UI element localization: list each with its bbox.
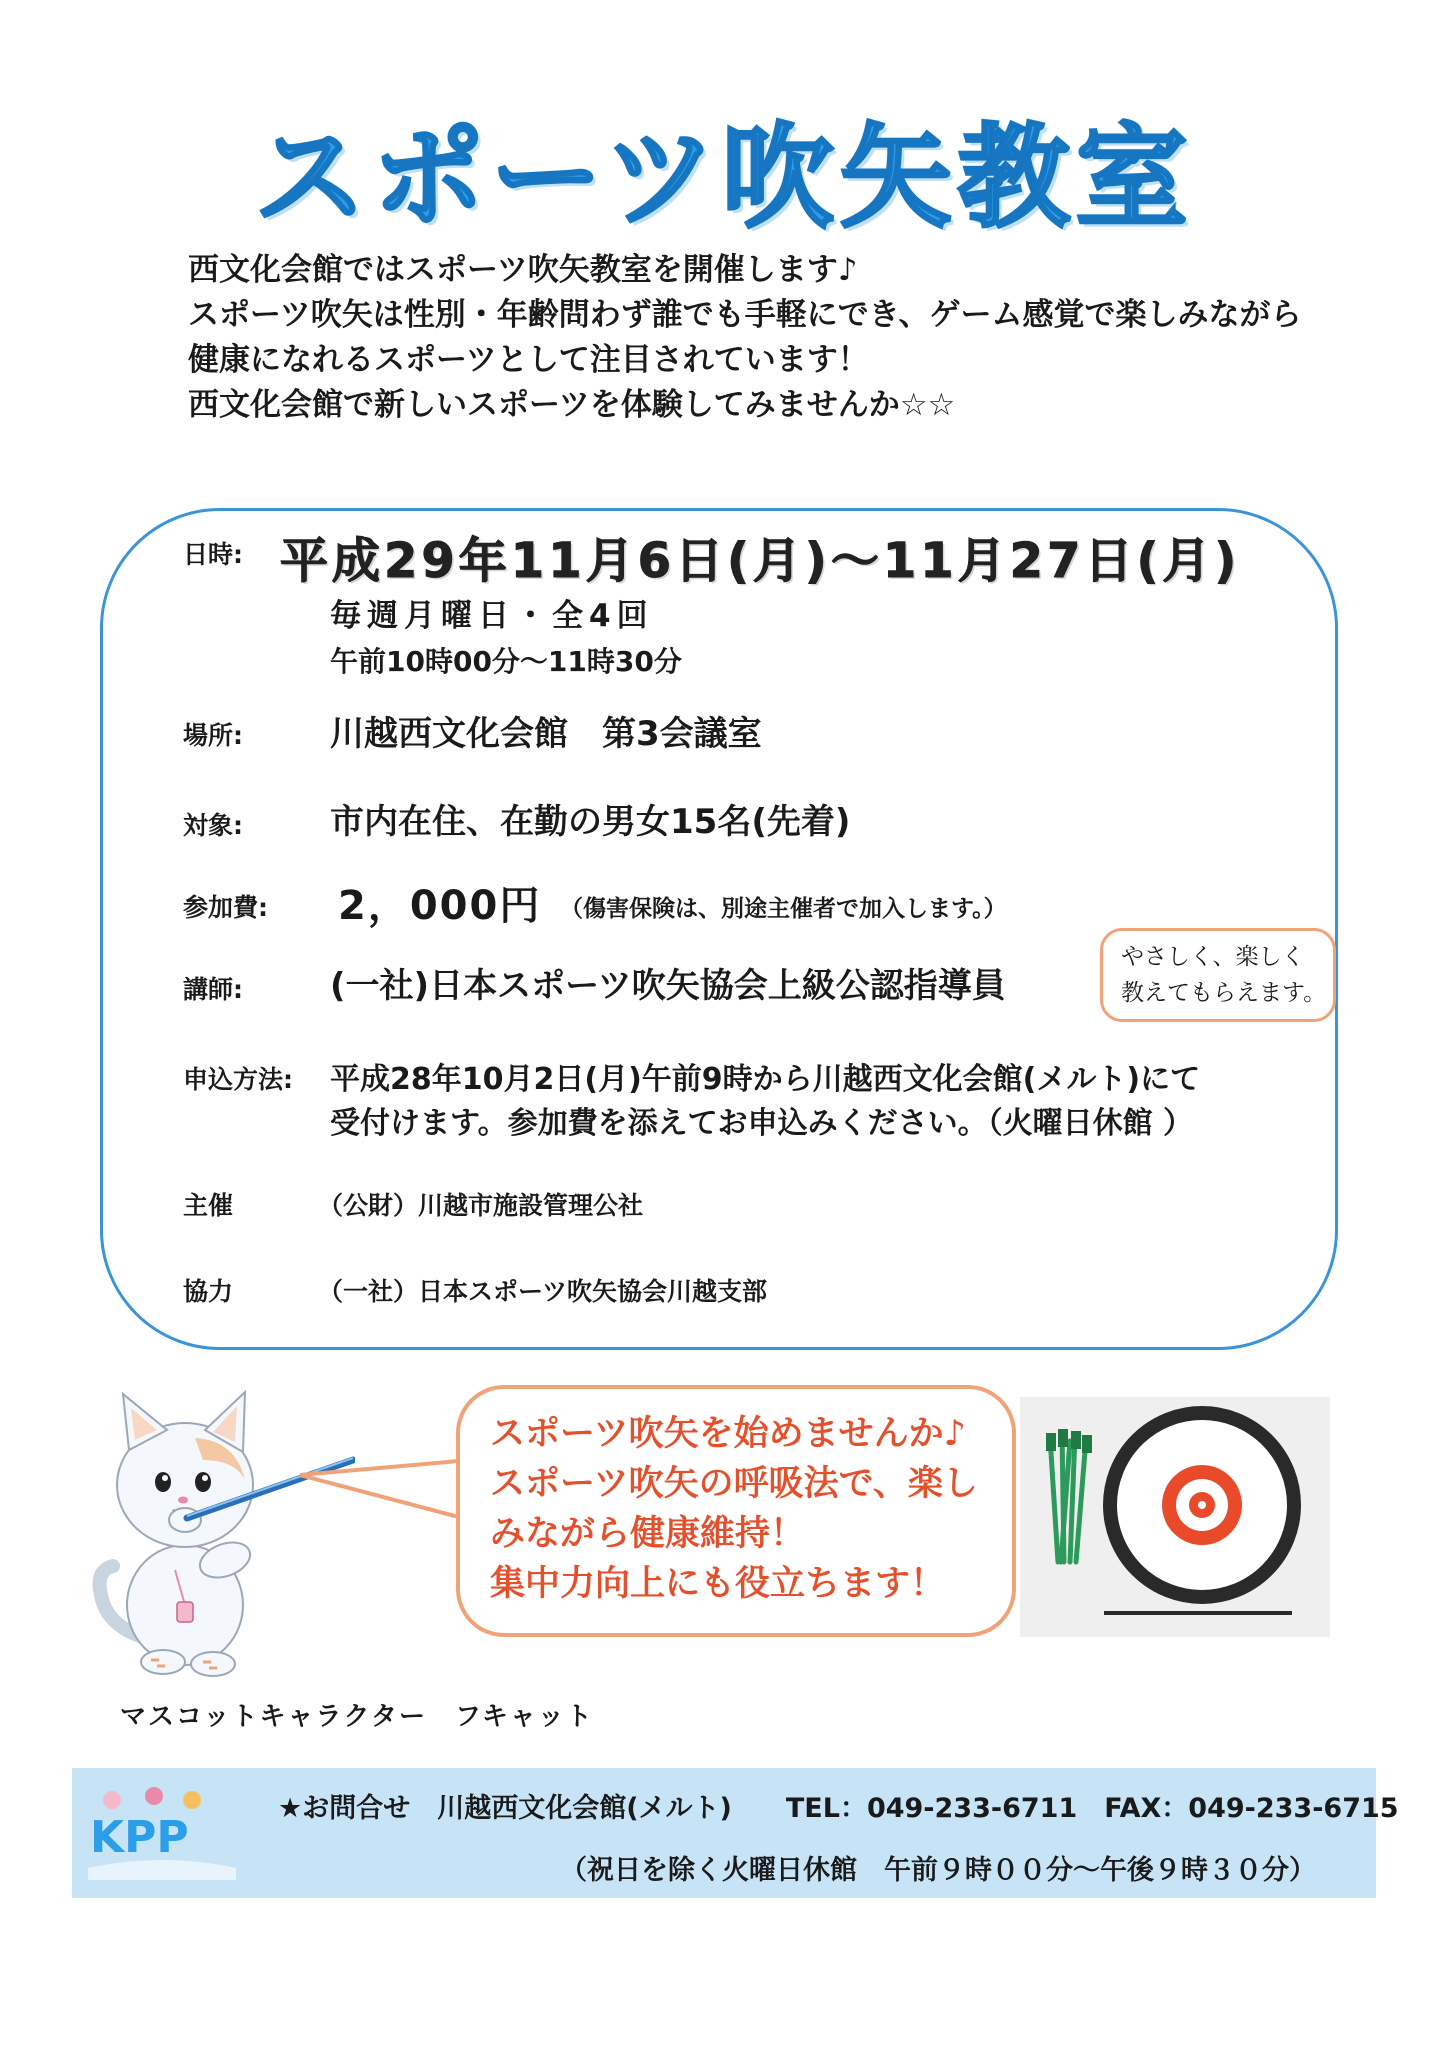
host-value: （公財）川越市施設管理公社: [318, 1191, 644, 1220]
intro-text: [188, 248, 1338, 428]
target-value: 市内在住、在勤の男女15名(先着): [330, 802, 851, 842]
page-title: スポーツ吹矢教室: [254, 113, 1194, 243]
speech-bubble-tail: [300, 1455, 470, 1525]
intro-line: 健康になれるスポーツとして注目されています！: [188, 342, 869, 378]
place-value: 川越西文化会館 第3会議室: [330, 714, 762, 754]
speech-line: みながら健康維持！: [490, 1514, 806, 1554]
apply-line: 受付けます。参加費を添えてお申込みください。（火曜日休館 ）: [330, 1106, 1194, 1141]
target-icon: [1020, 1397, 1330, 1637]
target-label: 対象:: [183, 811, 243, 840]
mascot-cat-illustration: [85, 1390, 355, 1690]
apply-label: 申込方法:: [183, 1065, 293, 1094]
datetime-label: 日時:: [183, 540, 243, 569]
speech-tail-joint: [460, 1485, 468, 1535]
speech-line: スポーツ吹矢を始めませんか♪: [490, 1414, 966, 1454]
intro-line: 西文化会館で新しいスポーツを体験してみませんか☆☆: [188, 387, 956, 423]
coop-value: （一社）日本スポーツ吹矢協会川越支部: [318, 1277, 768, 1306]
opening-hours: （祝日を除く火曜日休館 午前９時００分～午後９時３０分）: [560, 1855, 1316, 1886]
instructor-note-line: やさしく、楽しく: [1121, 944, 1305, 970]
datetime-schedule: 毎週月曜日・全4回: [330, 598, 654, 634]
kpp-logo: [82, 1782, 242, 1882]
coop-label: 協力: [183, 1277, 234, 1306]
datetime-main: 平成29年11月6日(月)～11月27日(月): [280, 533, 1241, 589]
fee-value: 2，000円: [338, 883, 542, 929]
fee-note: （傷害保険は、別途主催者で加入します。）: [560, 896, 1007, 922]
place-label: 場所:: [183, 721, 243, 750]
instructor-value: (一社)日本スポーツ吹矢協会上級公認指導員: [330, 966, 1006, 1006]
host-label: 主催: [183, 1191, 234, 1220]
mascot-caption: マスコットキャラクター フキャット: [120, 1702, 594, 1732]
datetime-time: 午前10時00分～11時30分: [330, 645, 682, 678]
instructor-note: [1100, 928, 1336, 1022]
contact-info: ★お問合せ 川越西文化会館(メルト) TEL：049-233-6711 FAX：049-233-6715: [278, 1793, 1399, 1824]
apply-line: 平成28年10月2日(月)午前9時から川越西文化会館(メルト)にて: [330, 1062, 1201, 1097]
intro-line: スポーツ吹矢は性別・年齢問わず誰でも手軽にでき、ゲーム感覚で楽しみながら: [188, 297, 1302, 333]
speech-line: 集中力向上にも役立ちます！: [490, 1564, 946, 1604]
speech-bubble: [456, 1385, 1016, 1637]
kpp-logo-text: KPP: [90, 1812, 189, 1863]
speech-line: スポーツ吹矢の呼吸法で、楽し: [490, 1464, 978, 1504]
instructor-label: 講師:: [183, 975, 243, 1004]
target-photo: [1020, 1397, 1330, 1637]
intro-line: 西文化会館ではスポーツ吹矢教室を開催します♪: [188, 252, 858, 288]
fee-label: 参加費:: [183, 893, 268, 922]
instructor-note-line: 教えてもらえます。: [1121, 980, 1327, 1006]
